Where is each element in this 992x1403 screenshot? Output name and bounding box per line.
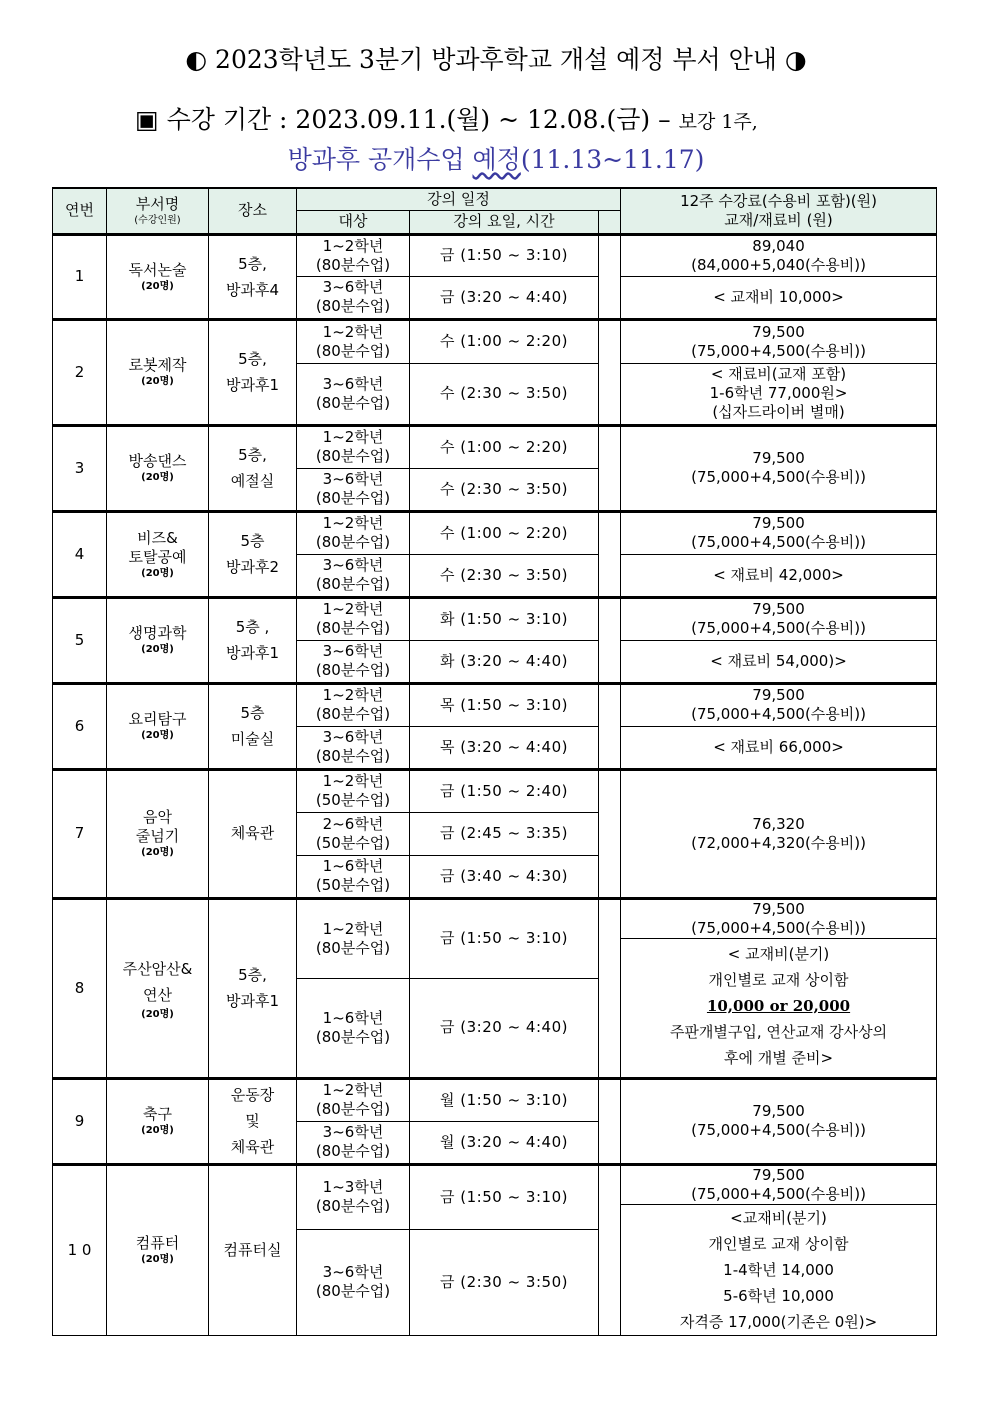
table-row [53,511,937,554]
fee-total: 79,500 [752,1102,805,1120]
session-target: 1~2학년 (80분수업) [297,683,410,726]
material-fee: < 재료비 54,000)> [621,640,937,683]
dept-name: 컴퓨터 [135,1234,180,1252]
open-class-post: (11.13~11.17) [520,145,705,174]
course-period [135,100,758,136]
header-dept-label: 부서명 [135,194,180,213]
open-class-wavy: 예정 [472,145,521,174]
dept-capacity: (20명) [141,1125,174,1136]
row-no: 2 [53,319,107,425]
row-dept [107,769,209,898]
fee-breakdown: (72,000+4,320(수용비)) [691,833,866,852]
row-place [209,234,297,319]
table-row [53,898,937,938]
row-no: 7 [53,769,107,898]
dept-capacity: (20명) [141,1008,174,1020]
place-line: 5층, [238,350,267,368]
place-line: 예절실 [230,472,275,490]
fee-cell [621,234,937,276]
course-period-text: ▣ 수강 기간 : 2023.09.11.(월) ~ 12.08.(금) – [135,105,679,134]
fee-breakdown: (75,000+4,500(수용비)) [691,468,866,486]
dept-name: 방송댄스 [128,452,187,470]
place-line: 체육관 [230,1138,275,1156]
material-fee [621,1204,937,1335]
fee-cell [621,511,937,554]
blank-cell [599,511,621,597]
session-target: 3~6학년 (80분수업) [297,363,410,425]
material-fee: < 교재비 10,000> [621,276,937,319]
session-target: 3~6학년 (80분수업) [297,554,410,597]
fee-breakdown: (84,000+5,040(수용비)) [691,255,866,274]
blank-cell [599,898,621,1078]
session-time: 화 (3:20 ~ 4:40) [410,640,599,683]
blank-cell [599,1164,621,1335]
material-line: 1-4학년 14,000 [723,1260,834,1279]
table-row [53,683,937,726]
dept-name: 축구 [143,1105,172,1123]
session-target: 1~2학년 (80분수업) [297,1078,410,1121]
table-row [53,425,937,468]
session-target: 1~2학년 (80분수업) [297,898,410,978]
table-row [53,1078,937,1121]
fee-cell [621,1164,937,1204]
place-line: 방과후1 [225,992,279,1010]
row-dept [107,234,209,319]
session-time: 수 (1:00 ~ 2:20) [410,511,599,554]
session-time: 화 (1:50 ~ 3:10) [410,597,599,640]
fee-cell [621,1078,937,1164]
table-row [53,769,937,812]
session-time: 금 (2:45 ~ 3:35) [410,812,599,855]
table-row [53,597,937,640]
row-dept [107,1078,209,1164]
blank-cell [599,683,621,769]
material-line: 10,000 or 20,000 [706,996,851,1015]
dept-name: 독서논술 [128,260,187,279]
session-time: 수 (1:00 ~ 2:20) [410,425,599,468]
material-line: <교재비(분기) [730,1208,827,1227]
material-line: 개인별로 교재 상이함 [708,1234,849,1253]
row-no: 8 [53,898,107,1078]
row-dept [107,319,209,425]
session-target: 1~2학년 (50분수업) [297,769,410,812]
dept-name: 연산 [143,985,172,1004]
row-dept [107,683,209,769]
blank-cell [599,425,621,511]
dept-capacity: (20명) [141,730,174,741]
header-fee [621,188,937,234]
row-no: 4 [53,511,107,597]
row-dept [107,898,209,1078]
place-line: 5층 , [235,618,270,636]
dept-name: 토탈공예 [128,547,187,566]
row-no: 9 [53,1078,107,1164]
fee-breakdown: (75,000+4,500(수용비)) [691,1121,866,1139]
place-line: 5층 [240,704,265,722]
material-line: 1-6학년 77,000원> [709,384,848,402]
session-time: 월 (1:50 ~ 3:10) [410,1078,599,1121]
table-row [53,319,937,363]
fee-cell [621,319,937,363]
dept-capacity: (20명) [141,280,174,292]
fee-total: 79,500 [752,1165,805,1184]
row-dept [107,597,209,683]
row-no: 5 [53,597,107,683]
fee-breakdown: (75,000+4,500(수용비)) [691,918,866,937]
open-class-notice [0,140,992,176]
fee-cell [621,683,937,726]
session-target: 3~6학년 (80분수업) [297,276,410,319]
session-time: 금 (1:50 ~ 2:40) [410,769,599,812]
material-fee: < 재료비 66,000> [621,726,937,769]
header-daytime: 강의 요일, 시간 [410,210,599,234]
row-dept [107,1164,209,1335]
blank-cell [599,597,621,683]
header-target: 대상 [297,210,410,234]
session-target: 3~6학년 (80분수업) [297,468,410,511]
place-line: 및 [245,1112,260,1130]
dept-name: 비즈& [137,528,178,547]
material-line: 개인별로 교재 상이함 [708,970,849,989]
fee-breakdown: (75,000+4,500(수용비)) [691,533,866,551]
fee-breakdown: (75,000+4,500(수용비)) [691,341,866,360]
fee-cell [621,769,937,898]
material-fee [621,363,937,425]
session-time: 목 (1:50 ~ 3:10) [410,683,599,726]
row-no: 1 [53,234,107,319]
dept-capacity: (20명) [141,644,174,655]
blank-cell [599,1078,621,1164]
session-time: 금 (2:30 ~ 3:50) [410,1229,599,1335]
place-line: 방과후4 [225,280,279,299]
session-time: 금 (1:50 ~ 3:10) [410,1164,599,1229]
header-schedule: 강의 일정 [297,188,621,210]
material-line: 자격증 17,000(기존은 0원)> [679,1312,878,1331]
dept-name: 주산암산& [122,959,193,978]
fee-total: 76,320 [752,814,805,833]
blank-cell [599,319,621,425]
session-target: 3~6학년 (80분수업) [297,1121,410,1164]
row-no: 6 [53,683,107,769]
row-no: 1 0 [53,1164,107,1335]
session-time: 수 (2:30 ~ 3:50) [410,468,599,511]
session-time: 수 (1:00 ~ 2:20) [410,319,599,363]
fee-total: 79,500 [752,600,805,618]
header-dept-sub: (수강인원) [134,214,181,226]
row-place [209,425,297,511]
fee-cell [621,898,937,938]
makeup-week: 보강 1주, [678,111,758,133]
blank-cell [599,769,621,898]
header-no: 연번 [53,188,107,234]
fee-total: 89,040 [752,236,805,255]
material-line: 5-6학년 10,000 [723,1286,834,1305]
material-line: (십자드라이버 별매) [712,403,845,421]
table-row [53,1164,937,1204]
fee-cell [621,597,937,640]
row-place [209,319,297,425]
place-line: 운동장 [230,1086,275,1104]
fee-breakdown: (75,000+4,500(수용비)) [691,1184,866,1203]
material-fee: < 재료비 42,000> [621,554,937,597]
row-place [209,1078,297,1164]
header-place: 장소 [209,188,297,234]
header-fee-line1: 12주 수강료(수용비 포함)(원) [680,191,877,210]
blank-cell [599,234,621,319]
open-class-pre: 방과후 공개수업 [287,145,473,174]
fee-total: 79,500 [752,899,805,918]
page-title: ◐ 2023학년도 3분기 방과후학교 개설 예정 부서 안내 ◑ [185,45,807,74]
fee-cell [621,425,937,511]
dept-capacity: (20명) [141,472,174,483]
place-line: 미술실 [230,730,275,748]
material-line: 주판개별구입, 연산교재 강사상의 [669,1022,888,1041]
row-place [209,683,297,769]
fee-total: 79,500 [752,514,805,532]
place-line: 5층, [238,446,267,464]
session-target: 1~2학년 (80분수업) [297,234,410,276]
session-target: 2~6학년 (50분수업) [297,812,410,855]
table-row [53,234,937,276]
class-table [52,187,937,1336]
place-line: 5층 [240,532,265,550]
material-line: < 재료비(교재 포함) [710,365,847,383]
row-place: 컴퓨터실 [209,1164,297,1335]
session-time: 금 (1:50 ~ 3:10) [410,898,599,978]
place-line: 5층, [238,254,267,273]
dept-capacity: (20명) [141,567,174,579]
fee-total: 79,500 [752,322,805,341]
session-target: 1~2학년 (80분수업) [297,319,410,363]
session-target: 3~6학년 (80분수업) [297,726,410,769]
session-target: 1~2학년 (80분수업) [297,597,410,640]
place-line: 방과후1 [225,644,279,662]
row-place [209,597,297,683]
session-time: 수 (2:30 ~ 3:50) [410,363,599,425]
session-target: 1~6학년 (80분수업) [297,978,410,1078]
session-time: 금 (3:20 ~ 4:40) [410,978,599,1078]
session-time: 월 (3:20 ~ 4:40) [410,1121,599,1164]
header-dept [107,188,209,234]
material-line: 후에 개별 준비> [724,1048,834,1067]
row-place [209,898,297,1078]
header-blank [599,210,621,234]
row-place: 체육관 [209,769,297,898]
session-time: 금 (3:20 ~ 4:40) [410,276,599,319]
fee-breakdown: (75,000+4,500(수용비)) [691,705,866,723]
row-dept [107,511,209,597]
dept-name: 줄넘기 [135,827,180,845]
session-time: 수 (2:30 ~ 3:50) [410,554,599,597]
row-place [209,511,297,597]
fee-total: 79,500 [752,686,805,704]
row-dept [107,425,209,511]
session-target: 1~3학년 (80분수업) [297,1164,410,1229]
place-line: 5층, [238,966,267,984]
session-target: 1~2학년 (80분수업) [297,425,410,468]
fee-breakdown: (75,000+4,500(수용비)) [691,619,866,637]
header-fee-line2: 교재/재료비 (원) [724,210,833,229]
material-line: < 교재비(분기) [727,944,830,963]
dept-capacity: (20명) [141,847,174,858]
session-time: 목 (3:20 ~ 4:40) [410,726,599,769]
session-target: 3~6학년 (80분수업) [297,1229,410,1335]
fee-total: 79,500 [752,449,805,467]
row-no: 3 [53,425,107,511]
session-target: 1~6학년 (50분수업) [297,855,410,898]
dept-capacity: (20명) [141,376,174,387]
place-line: 방과후1 [225,376,279,394]
dept-name: 로봇제작 [128,356,187,374]
session-time: 금 (3:40 ~ 4:30) [410,855,599,898]
dept-name: 음악 [143,808,172,826]
session-target: 3~6학년 (80분수업) [297,640,410,683]
dept-capacity: (20명) [141,1254,174,1265]
session-target: 1~2학년 (80분수업) [297,511,410,554]
dept-name: 요리탐구 [128,710,187,728]
material-fee [621,938,937,1078]
session-time: 금 (1:50 ~ 3:10) [410,234,599,276]
dept-name: 생명과학 [128,624,187,642]
place-line: 방과후2 [225,558,279,576]
